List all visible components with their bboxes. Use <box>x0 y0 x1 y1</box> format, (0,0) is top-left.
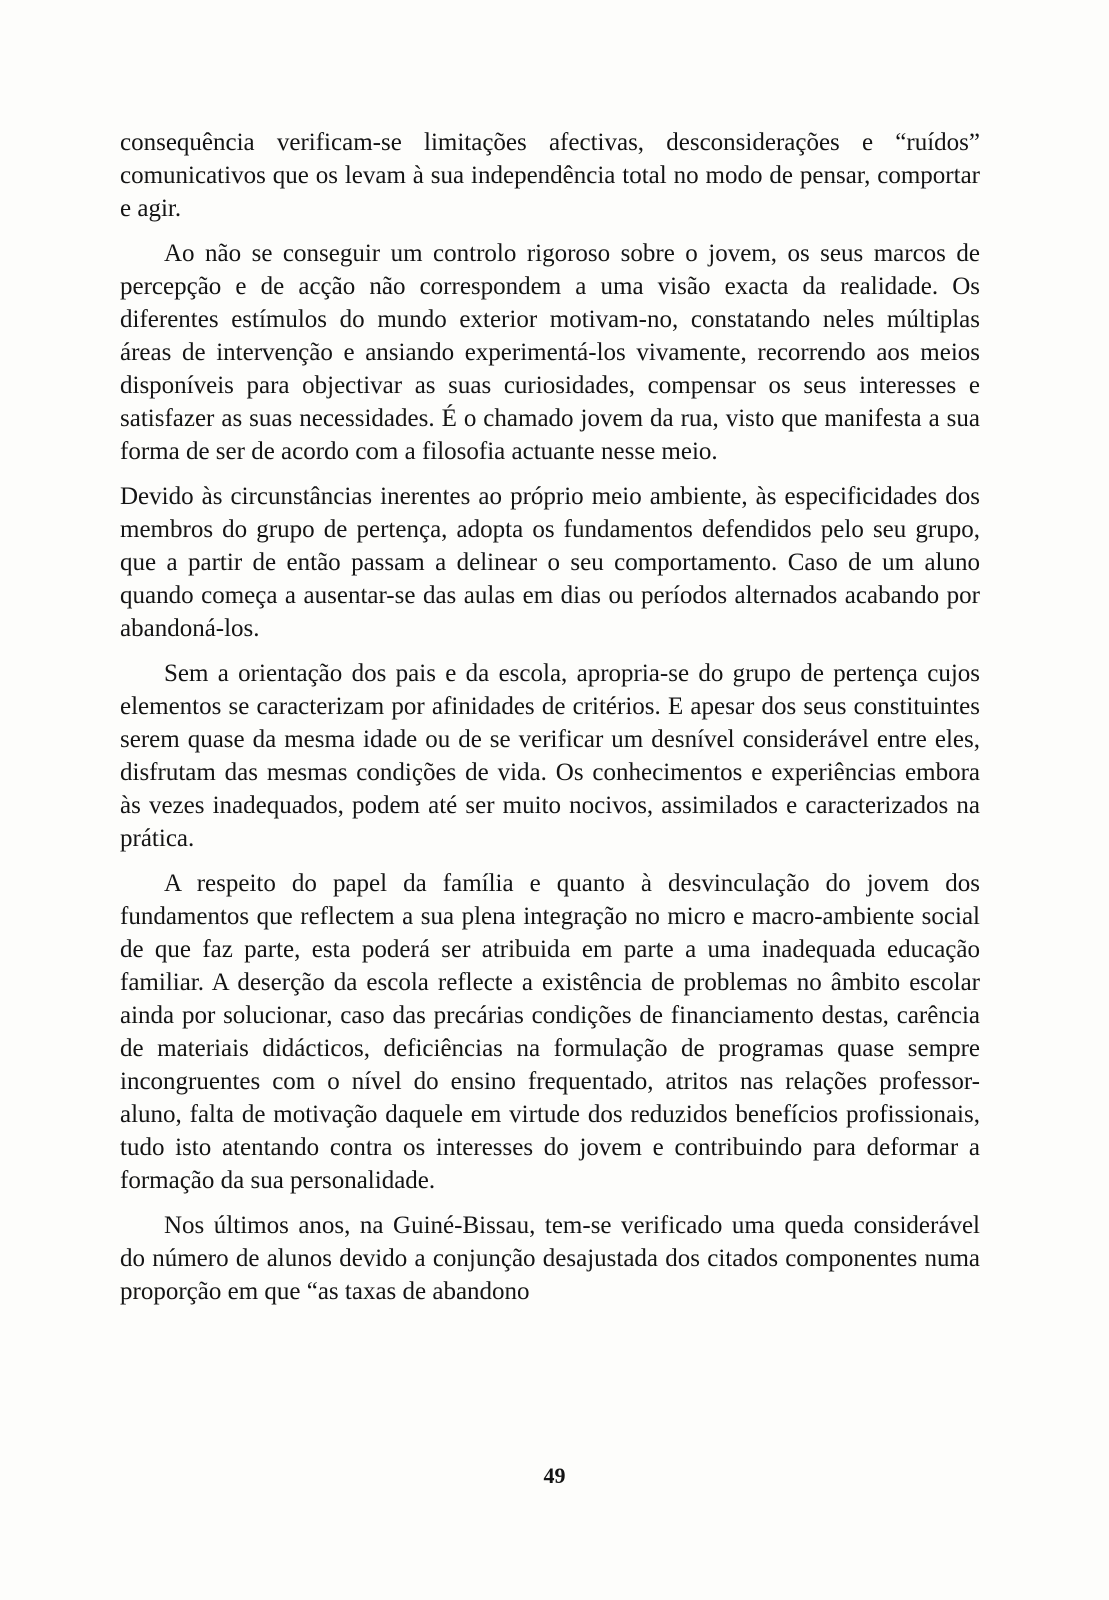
paragraph-6: Nos últimos anos, na Guiné-Bissau, tem-se verificado uma queda considerável do número de alunos devido a conjunção desajustada dos citados componentes numa proporção em que “as taxas de abandono <box>120 1212 980 1305</box>
paragraph-3: Devido às circunstâncias inerentes ao próprio meio ambiente, às especificidades dos membros do grupo de pertença, adopta os fundamentos defendidos pelo seu grupo, que a partir de então passam a delinear o seu comportamento. Caso de um aluno quando começa a ausentar-se das aulas em dias ou períodos alternados acabando por abandoná-los. <box>120 483 980 642</box>
paragraph-4: Sem a orientação dos pais e da escola, apropria-se do grupo de pertença cujos elementos se caracterizam por afinidades de critérios. E apesar dos seus constituintes serem quase da mesma idade ou de se verificar um desnível considerável entre eles, disfrutam das mesmas condições de vida. Os conhecimentos e experiências embora às vezes inadequados, podem até ser muito nocivos, assimilados e caracterizados na prática. <box>120 660 980 852</box>
paragraph-5: A respeito do papel da família e quanto à desvinculação do jovem dos fundamentos que reflectem a sua plena integração no micro e macro-ambiente social de que faz parte, esta poderá ser atribuida em parte a uma inadequada educação familiar. A deserção da escola reflecte a existência de problemas no âmbito escolar ainda por solucionar, caso das precárias condições de financiamento destas, carência de materiais didácticos, deficiências na formulação de programas quase sempre incongruentes com o nível do ensino frequentado, atritos nas relações professor-aluno, falta de motivação daquele em virtude dos reduzidos benefícios profissionais, tudo isto atentando contra os interesses do jovem e contribuindo para deformar a formação da sua personalidade. <box>120 870 980 1194</box>
paragraph-2: Ao não se conseguir um controlo rigoroso sobre o jovem, os seus marcos de percepção e de acção não correspondem a uma visão exacta da realidade. Os diferentes estímulos do mundo exterior motivam-no, constatando neles múltiplas áreas de intervenção e ansiando experimentá-los vivamente, recorrendo aos meios disponíveis para objectivar as suas curiosidades, compensar os seus interesses e satisfazer as suas necessidades. É o chamado jovem da rua, visto que manifesta a sua forma de ser de acordo com a filosofia actuante nesse meio. <box>120 240 980 465</box>
page-number: 49 <box>543 1463 566 1488</box>
body-text <box>120 126 980 1320</box>
paragraph-1: consequência verificam-se limitações afectivas, desconsiderações e “ruídos” comunicativos que os levam à sua independência total no modo de pensar, comportar e agir. <box>120 129 980 222</box>
